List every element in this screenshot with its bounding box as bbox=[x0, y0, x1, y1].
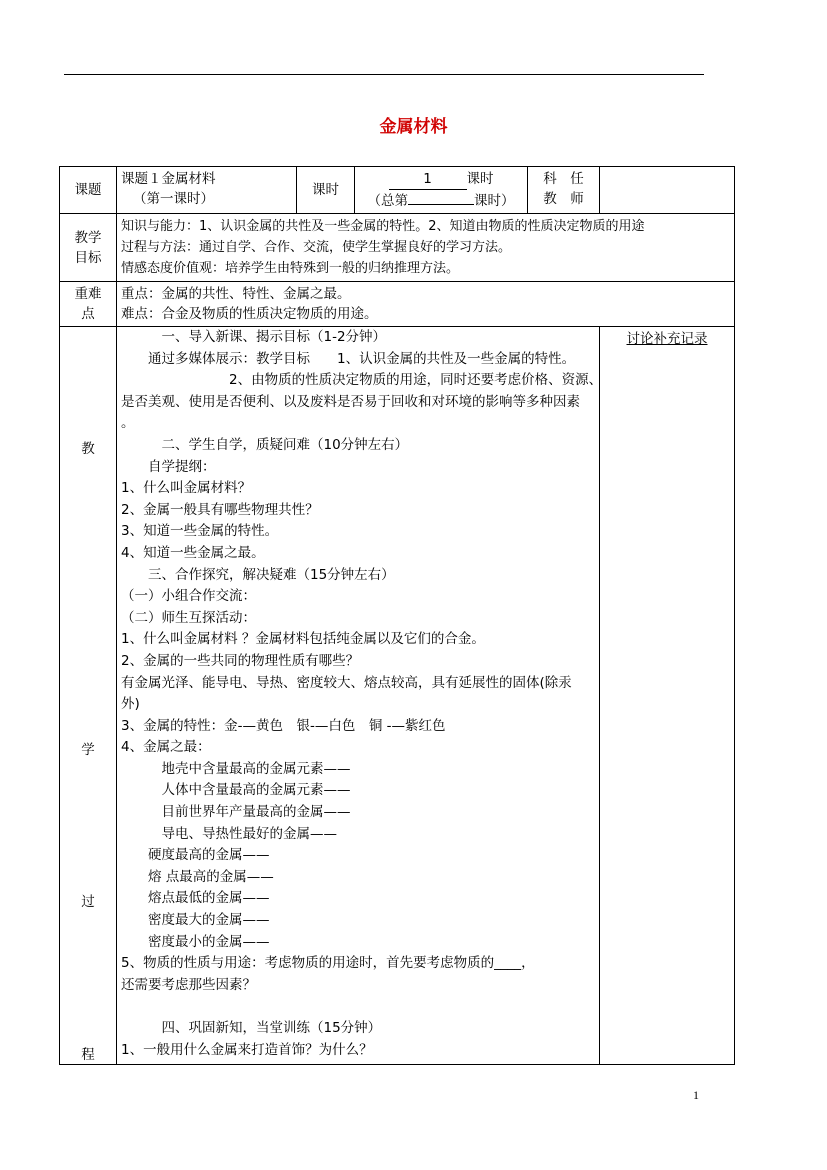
process-line: 三、合作探究，解决疑难（15分钟左右） bbox=[121, 566, 395, 583]
process-line: 2、金属的一些共同的物理性质有哪些？ bbox=[121, 652, 360, 669]
goals-label-line1: 教学 bbox=[74, 229, 102, 246]
process-line: 人体中含量最高的金属元素—— bbox=[121, 782, 351, 799]
goals-content bbox=[117, 214, 735, 282]
process-line: 4、知道一些金属之最。 bbox=[121, 544, 265, 561]
process-line: 有金属光泽、能导电、导热、密度较大、熔点较高，具有延展性的固体(除汞 bbox=[121, 674, 572, 691]
goals-row bbox=[60, 214, 735, 282]
teacher-label-line1: 科 任 bbox=[543, 171, 584, 187]
teacher-label bbox=[528, 167, 600, 214]
hours-line bbox=[359, 169, 523, 190]
topic-label: 课题 bbox=[60, 167, 117, 214]
total-suffix: 课时） bbox=[474, 193, 515, 209]
process-line: 3、知道一些金属的特性。 bbox=[121, 523, 279, 540]
process-line: 外) bbox=[121, 696, 140, 713]
goal-line: 过程与方法：通过自学、合作、交流，使学生掌握良好的学习方法。 bbox=[121, 240, 512, 255]
key-points-label-line1: 重难 bbox=[74, 286, 102, 302]
teacher-value bbox=[600, 167, 735, 214]
process-line: 目前世界年产量最高的金属—— bbox=[121, 804, 351, 821]
process-line: 5、物质的性质与用途：考虑物质的用途时，首先要考虑物质的____， bbox=[121, 955, 535, 972]
hours-value: 1 bbox=[389, 169, 467, 190]
process-line: 1、一般用什么金属来打造首饰？为什么？ bbox=[121, 1041, 373, 1058]
topic-value bbox=[117, 167, 297, 214]
process-line: 一、导入新课、揭示目标（1-2分钟） bbox=[121, 329, 387, 345]
process-line: 导电、导热性最好的金属—— bbox=[121, 825, 337, 842]
process-line: 四、巩固新知，当堂训练（15分钟） bbox=[121, 1020, 382, 1036]
goal-line: 情感态度价值观：培养学生由特殊到一般的归纳推理方法。 bbox=[121, 261, 460, 276]
process-line bbox=[121, 996, 595, 1018]
process-char: 过 bbox=[81, 894, 95, 910]
key-points-row bbox=[60, 282, 735, 327]
process-row bbox=[60, 327, 735, 1065]
key-points-content bbox=[117, 282, 735, 327]
teacher-label-line2: 教 师 bbox=[543, 191, 584, 207]
hours-label: 课时 bbox=[297, 167, 355, 214]
process-line: 熔点最低的金属—— bbox=[121, 890, 270, 907]
key-point-line: 重点：金属的共性、特性、金属之最。 bbox=[121, 286, 351, 302]
process-line: 自学提纲： bbox=[121, 458, 216, 475]
process-line: 通过多媒体展示：教学目标 1、认识金属的共性及一些金属的特性。 bbox=[121, 350, 576, 367]
process-char: 程 bbox=[81, 1047, 95, 1063]
hours-unit: 课时 bbox=[466, 171, 494, 187]
process-line: 二、学生自学，质疑问难（10分钟左右） bbox=[121, 436, 409, 453]
process-side-label bbox=[60, 327, 117, 1065]
goal-line: 知识与能力：1、认识金属的共性及一些金属的特性。2、知道由物质的性质决定物质的用途 bbox=[121, 219, 645, 234]
process-line: 。 bbox=[121, 415, 135, 432]
process-line: 密度最小的金属—— bbox=[121, 933, 270, 950]
topic-row bbox=[60, 167, 735, 214]
document-title: 金属材料 bbox=[379, 117, 448, 137]
process-line: 密度最大的金属—— bbox=[121, 912, 270, 929]
process-line: 3、金属的特性：金-—黄色 银-—白色 铜 -—紫红色 bbox=[121, 717, 446, 734]
process-line: 熔 点最高的金属—— bbox=[121, 868, 274, 885]
process-line: 硬度最高的金属—— bbox=[121, 847, 270, 864]
process-char: 教 bbox=[81, 441, 95, 457]
goals-label bbox=[60, 214, 117, 282]
total-prefix: （总第 bbox=[367, 193, 408, 209]
page-number: 1 bbox=[693, 1088, 699, 1102]
process-line: 是否美观、使用是否便利、以及废料是否易于回收和对环境的影响等多种因素 bbox=[121, 393, 580, 410]
topic-session: （第一课时） bbox=[133, 191, 214, 207]
process-line: 4、金属之最： bbox=[121, 739, 211, 756]
process-content bbox=[117, 327, 603, 1065]
goals-label-line2: 目标 bbox=[74, 249, 102, 266]
total-hours-blank bbox=[408, 190, 474, 205]
process-line: 1、什么叫金属材料？ bbox=[121, 480, 252, 497]
process-line: 1、什么叫金属材料 ？金属材料包括纯金属以及它们的合金。 bbox=[121, 631, 485, 648]
process-char: 学 bbox=[81, 742, 95, 758]
process-line: （二）师生互探活动： bbox=[121, 609, 256, 626]
process-lines bbox=[121, 327, 603, 1061]
key-point-line: 难点：合金及物质的性质决定物质的用途。 bbox=[121, 306, 378, 322]
notes-header: 讨论补充记录 bbox=[626, 331, 708, 347]
key-points-label-line2: 点 bbox=[81, 306, 95, 322]
total-hours-line bbox=[359, 190, 523, 211]
process-line: 还需要考虑那些因素？ bbox=[121, 976, 256, 993]
header-rule bbox=[64, 74, 704, 75]
key-points-label bbox=[60, 282, 117, 327]
hours-value-cell bbox=[355, 167, 528, 214]
process-line: 地壳中含量最高的金属元素—— bbox=[121, 760, 351, 777]
topic-name: 课题１金属材料 bbox=[121, 171, 216, 187]
process-line: 2、由物质的性质决定物质的用途，同时还要考虑价格、资源、 bbox=[121, 372, 603, 389]
notes-column bbox=[600, 327, 735, 1065]
lesson-plan-table bbox=[59, 166, 735, 1065]
process-line: 2、金属一般具有哪些物理共性？ bbox=[121, 501, 319, 518]
process-line: （一）小组合作交流： bbox=[121, 588, 256, 605]
